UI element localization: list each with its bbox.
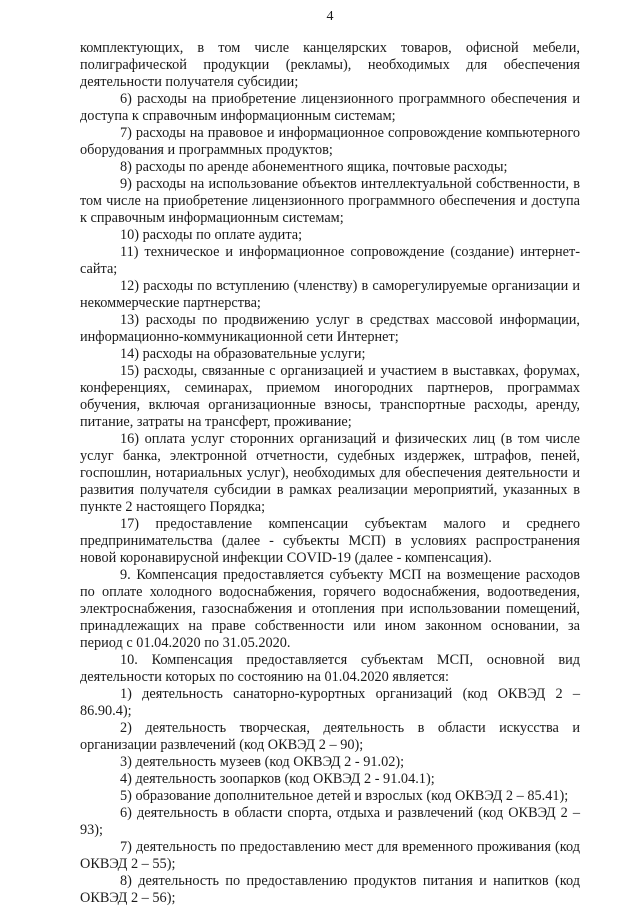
paragraph: 12) расходы по вступлению (членству) в саморегулируемые организации и некоммерческие партнерства; [80, 278, 580, 311]
paragraph: 4) деятельность зоопарков (код ОКВЭД 2 - 91.04.1); [120, 771, 435, 787]
paragraph: 7) расходы на правовое и информационное сопровождение компьютерного оборудования и программных продуктов; [80, 125, 580, 158]
paragraph: 11) техническое и информационное сопровождение (создание) интернет-сайта; [80, 244, 580, 277]
paragraph: 6) деятельность в области спорта, отдыха и развлечений (код ОКВЭД 2 – 93); [80, 805, 580, 838]
paragraph: 16) оплата услуг сторонних организаций и физических лиц (в том числе услуг банка, электронной отчетности, судебных издержек, штрафов, пеней, госпошлин, нотариальных услуг), необходимых для обеспечения деятельности и развития получателя субсидии в рамках реализации мероприятий, указанных в пункте 2 настоящего Порядка; [80, 431, 580, 515]
paragraph: 10. Компенсация предоставляется субъектам МСП, основной вид деятельности которых по состоянию на 01.04.2020 является: [80, 652, 580, 685]
paragraph: комплектующих, в том числе канцелярских товаров, офисной мебели, полиграфической продукции (рекламы), необходимых для обеспечения деятельности получателя субсидии; [80, 40, 580, 90]
page-number: 4 [326, 9, 334, 24]
paragraph: 14) расходы на образовательные услуги; [120, 346, 366, 362]
paragraph: 1) деятельность санаторно-курортных организаций (код ОКВЭД 2 – 86.90.4); [80, 686, 580, 719]
paragraph: 13) расходы по продвижению услуг в средствах массовой информации, информационно-коммуникационной сети Интернет; [80, 312, 580, 345]
paragraph: 6) расходы на приобретение лицензионного программного обеспечения и доступа к справочным информационным системам; [80, 91, 580, 124]
paragraph: 8) расходы по аренде абонементного ящика, почтовые расходы; [120, 159, 508, 175]
paragraph: 5) образование дополнительное детей и взрослых (код ОКВЭД 2 – 85.41); [120, 788, 569, 804]
paragraph: 15) расходы, связанные с организацией и участием в выставках, форумах, конференциях, семинарах, приемом иногородних партнеров, программах обучения, включая организационные взносы, транспортные расходы, аренду, питание, затраты на трансферт, проживание; [80, 363, 580, 430]
paragraph: 9) расходы на использование объектов интеллектуальной собственности, в том числе на приобретение лицензионного программного обеспечения и доступа к справочным информационным системам; [80, 176, 580, 226]
paragraph: 8) деятельность по предоставлению продуктов питания и напитков (код ОКВЭД 2 – 56); [80, 873, 580, 906]
paragraph: 9. Компенсация предоставляется субъекту МСП на возмещение расходов по оплате холодного водоснабжения, горячего водоснабжения, водоотведения, электроснабжения, газоснабжения и отопления при использовании помещений, принадлежащих на праве собственности или ином законном основании, за период с 01.04.2020 по 31.05.2020. [80, 567, 580, 651]
paragraph: 2) деятельность творческая, деятельность в области искусства и организации развлечений (код ОКВЭД 2 – 90); [80, 720, 580, 753]
document-body [80, 40, 580, 907]
paragraph: 7) деятельность по предоставлению мест для временного проживания (код ОКВЭД 2 – 55); [80, 839, 580, 872]
paragraph: 10) расходы по оплате аудита; [120, 227, 303, 243]
paragraph: 3) деятельность музеев (код ОКВЭД 2 - 91.02); [120, 754, 405, 770]
paragraph: 17) предоставление компенсации субъектам малого и среднего предпринимательства (далее - субъекты МСП) в условиях распространения новой коронавирусной инфекции COVID-19 (далее - компенсация). [80, 516, 580, 566]
